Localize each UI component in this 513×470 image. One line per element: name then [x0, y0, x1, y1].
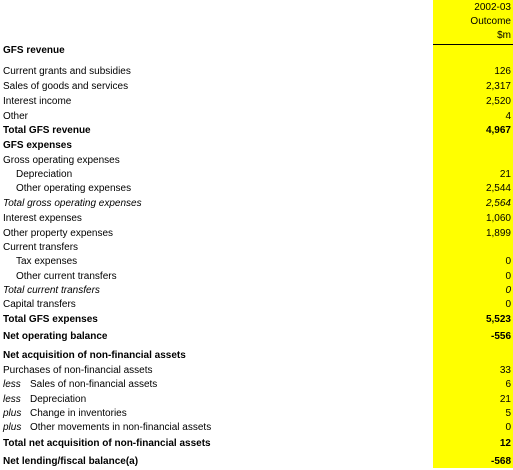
row-value: 2,520	[485, 96, 511, 107]
table-row	[0, 227, 513, 242]
column-header-outcome: Outcome	[470, 16, 511, 27]
row-label-text: Other movements in non-financial assets	[30, 422, 212, 433]
row-label-text: Current transfers	[3, 242, 79, 253]
row-value: 2,564	[485, 198, 511, 209]
row-label	[16, 255, 77, 270]
row-prefix: plus	[3, 422, 22, 433]
row-label-text: Other	[3, 111, 29, 122]
row-value: 4,967	[485, 125, 511, 136]
row-label	[3, 437, 211, 452]
table-row	[0, 455, 513, 470]
row-label	[3, 421, 211, 436]
row-label	[16, 182, 131, 197]
row-value: 1,060	[485, 213, 511, 224]
row-label-text: Current grants and subsidies	[3, 66, 131, 77]
row-value: 21	[499, 169, 511, 180]
table-row	[0, 168, 513, 183]
row-label	[3, 154, 120, 169]
table-row	[0, 298, 513, 313]
table-row	[0, 270, 513, 285]
row-value: 0	[505, 271, 511, 282]
row-label-text: Total gross operating expenses	[3, 198, 142, 209]
row-label	[3, 241, 78, 256]
row-label-text: Total GFS expenses	[3, 314, 98, 325]
table-row	[0, 110, 513, 125]
row-label-text: Depreciation	[16, 169, 73, 180]
row-value: 0	[505, 285, 511, 296]
row-label	[3, 139, 72, 154]
row-label-text: Interest expenses	[3, 213, 82, 224]
row-label-text: Net acquisition of non-financial assets	[3, 350, 186, 361]
row-value: -568	[490, 456, 511, 467]
row-label-text: Other current transfers	[16, 271, 117, 282]
row-label-text: Change in inventories	[30, 408, 127, 419]
table-row	[0, 44, 513, 59]
row-label-text: Interest income	[3, 96, 72, 107]
row-prefix: less	[3, 394, 21, 405]
row-label-text: Purchases of non-financial assets	[3, 365, 153, 376]
row-value: 2,317	[485, 81, 511, 92]
table-row	[0, 407, 513, 422]
row-label	[3, 212, 82, 227]
table-row	[0, 364, 513, 379]
row-label	[3, 124, 91, 139]
row-label	[3, 197, 142, 212]
row-value: 126	[494, 66, 511, 77]
row-label-text: Net lending/fiscal balance(a)	[3, 456, 139, 467]
row-label	[3, 378, 157, 393]
table-row	[0, 212, 513, 227]
row-label-text: Capital transfers	[3, 299, 76, 310]
row-value: 12	[499, 438, 511, 449]
row-label	[3, 284, 100, 299]
row-label	[3, 110, 28, 125]
row-label-text: GFS revenue	[3, 45, 65, 56]
row-label	[3, 349, 186, 364]
row-value: 6	[505, 379, 511, 390]
row-label-text: Sales of non-financial assets	[30, 379, 158, 390]
row-label-text: Other operating expenses	[16, 183, 132, 194]
table-row	[0, 95, 513, 110]
row-value: 5	[505, 408, 511, 419]
column-header-unit: $m	[497, 30, 511, 41]
table-row	[0, 124, 513, 139]
row-label-text: Total current transfers	[3, 285, 100, 296]
row-label	[16, 168, 72, 183]
row-label-text: Other property expenses	[3, 228, 114, 239]
row-label	[3, 44, 65, 59]
table-row	[0, 255, 513, 270]
row-value: 21	[499, 394, 511, 405]
row-label	[3, 95, 71, 110]
table-row	[0, 421, 513, 436]
table-row	[0, 378, 513, 393]
row-label-text: Total GFS revenue	[3, 125, 91, 136]
row-label	[3, 80, 128, 95]
table-row	[0, 330, 513, 345]
table-row	[0, 284, 513, 299]
row-value: 1,899	[485, 228, 511, 239]
row-label	[3, 364, 153, 379]
table-row	[0, 139, 513, 154]
row-label	[3, 65, 131, 80]
column-header-year: 2002-03	[474, 2, 511, 13]
row-label	[3, 227, 113, 242]
row-label-text: Gross operating expenses	[3, 155, 120, 166]
row-label-text: Total net acquisition of non-financial assets	[3, 438, 211, 449]
row-value: 0	[505, 299, 511, 310]
row-prefix: less	[3, 379, 21, 390]
row-label	[3, 298, 76, 313]
row-value: -556	[490, 331, 511, 342]
row-label-text: GFS expenses	[3, 140, 72, 151]
row-label	[3, 330, 107, 345]
row-label	[3, 455, 138, 470]
table-row	[0, 437, 513, 452]
row-value: 4	[505, 111, 511, 122]
row-label-text: Depreciation	[30, 394, 87, 405]
table-row	[0, 80, 513, 95]
row-value: 0	[505, 256, 511, 267]
table-row	[0, 65, 513, 80]
table-row	[0, 182, 513, 197]
table-row	[0, 349, 513, 364]
row-label	[3, 313, 98, 328]
row-label-text: Net operating balance	[3, 331, 108, 342]
row-label-text: Tax expenses	[16, 256, 78, 267]
row-label	[3, 407, 127, 422]
table-row	[0, 313, 513, 328]
table-row	[0, 197, 513, 212]
table-row	[0, 393, 513, 408]
row-label-text: Sales of goods and services	[3, 81, 129, 92]
table-row	[0, 241, 513, 256]
row-value: 33	[499, 365, 511, 376]
row-prefix: plus	[3, 408, 22, 419]
row-label	[3, 393, 86, 408]
table-row	[0, 154, 513, 169]
row-label	[16, 270, 117, 285]
row-value: 0	[505, 422, 511, 433]
row-value: 5,523	[485, 314, 511, 325]
row-value: 2,544	[485, 183, 511, 194]
